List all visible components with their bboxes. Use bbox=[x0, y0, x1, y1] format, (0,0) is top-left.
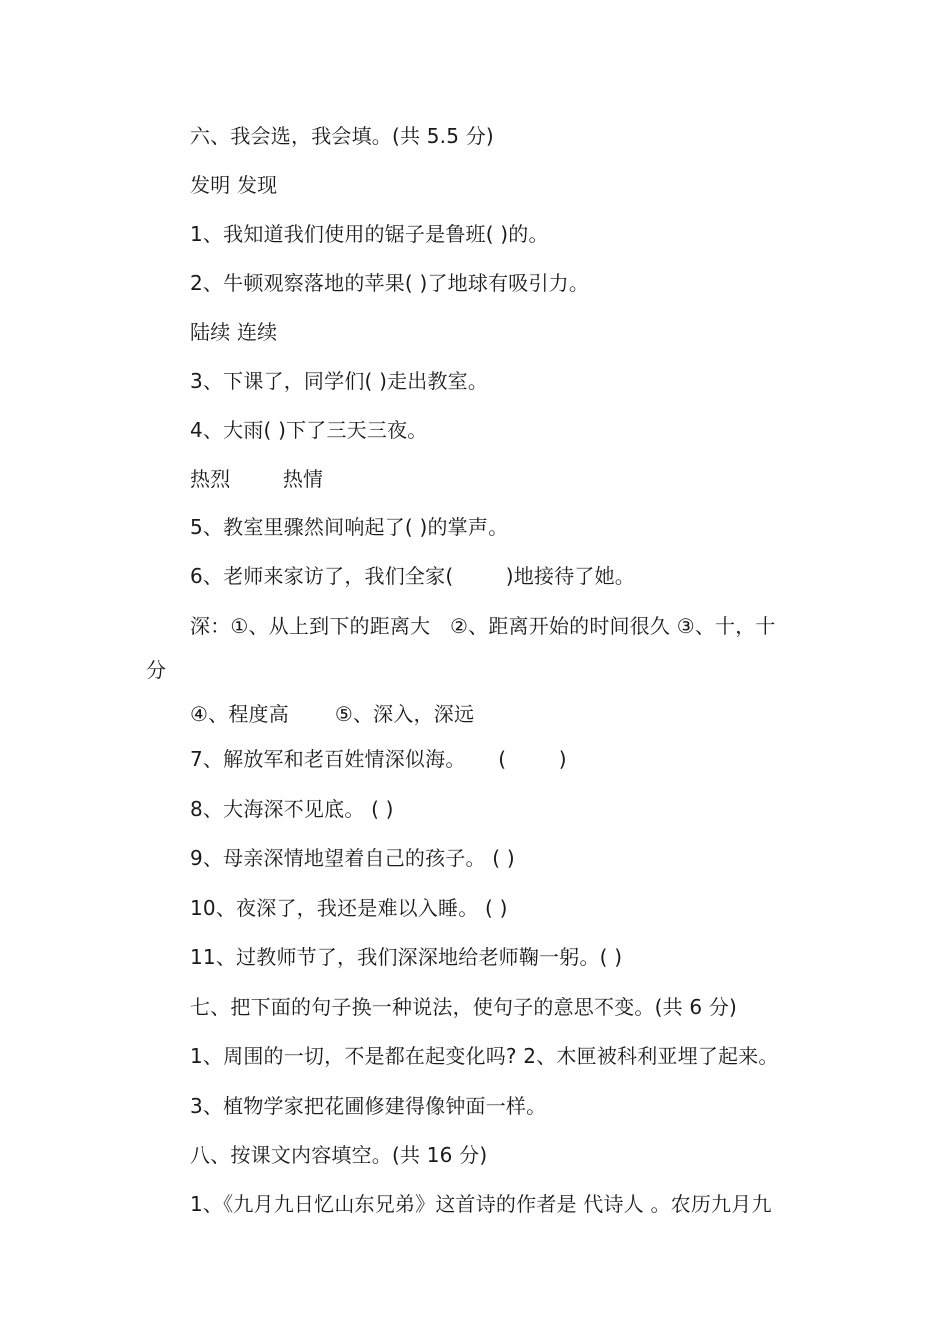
section-7-q1-q2: 1、周围的一切，不是都在起变化吗? 2、木匣被科利亚埋了起来。 bbox=[190, 1044, 779, 1068]
section-6-heading: 六、我会选，我会填。(共 5.5 分) bbox=[190, 124, 494, 148]
definition-shen: 深：①、从上到下的距离大 ②、距离开始的时间很久 ③、十，十 bbox=[190, 614, 776, 638]
section-8-q1: 1、《九月九日忆山东兄弟》这首诗的作者是 代诗人 。农历九月九 bbox=[190, 1192, 772, 1216]
question-5: 5、教室里骤然间响起了( )的掌声。 bbox=[190, 515, 509, 539]
definition-shen-wrap: 分 bbox=[146, 658, 167, 682]
question-3: 3、下课了，同学们( )走出教室。 bbox=[190, 369, 489, 393]
question-10: 10、夜深了，我还是难以入睡。 ( ) bbox=[190, 896, 508, 920]
section-7-q3: 3、植物学家把花圃修建得像钟面一样。 bbox=[190, 1094, 547, 1118]
word-pair-2: 陆续 连续 bbox=[190, 320, 278, 344]
question-6: 6、老师来家访了，我们全家( )地接待了她。 bbox=[190, 564, 635, 588]
section-7-heading: 七、把下面的句子换一种说法，使句子的意思不变。(共 6 分) bbox=[190, 995, 738, 1019]
section-8-heading: 八、按课文内容填空。(共 16 分) bbox=[190, 1143, 488, 1167]
word-pair-1: 发明 发现 bbox=[190, 173, 278, 197]
question-8: 8、大海深不见底。 ( ) bbox=[190, 797, 394, 821]
question-1: 1、我知道我们使用的锯子是鲁班( )的。 bbox=[190, 222, 549, 246]
question-9: 9、母亲深情地望着自己的孩子。 ( ) bbox=[190, 846, 515, 870]
word-pair-3: 热烈 热情 bbox=[190, 467, 324, 491]
question-4: 4、大雨( )下了三天三夜。 bbox=[190, 418, 428, 442]
question-2: 2、牛顿观察落地的苹果( )了地球有吸引力。 bbox=[190, 271, 590, 295]
definition-shen-cont: ④、程度高 ⑤、深入，深远 bbox=[190, 702, 475, 726]
question-7: 7、解放军和老百姓情深似海。 ( ) bbox=[190, 747, 567, 771]
question-11: 11、过教师节了，我们深深地给老师鞠一躬。( ) bbox=[190, 945, 623, 969]
